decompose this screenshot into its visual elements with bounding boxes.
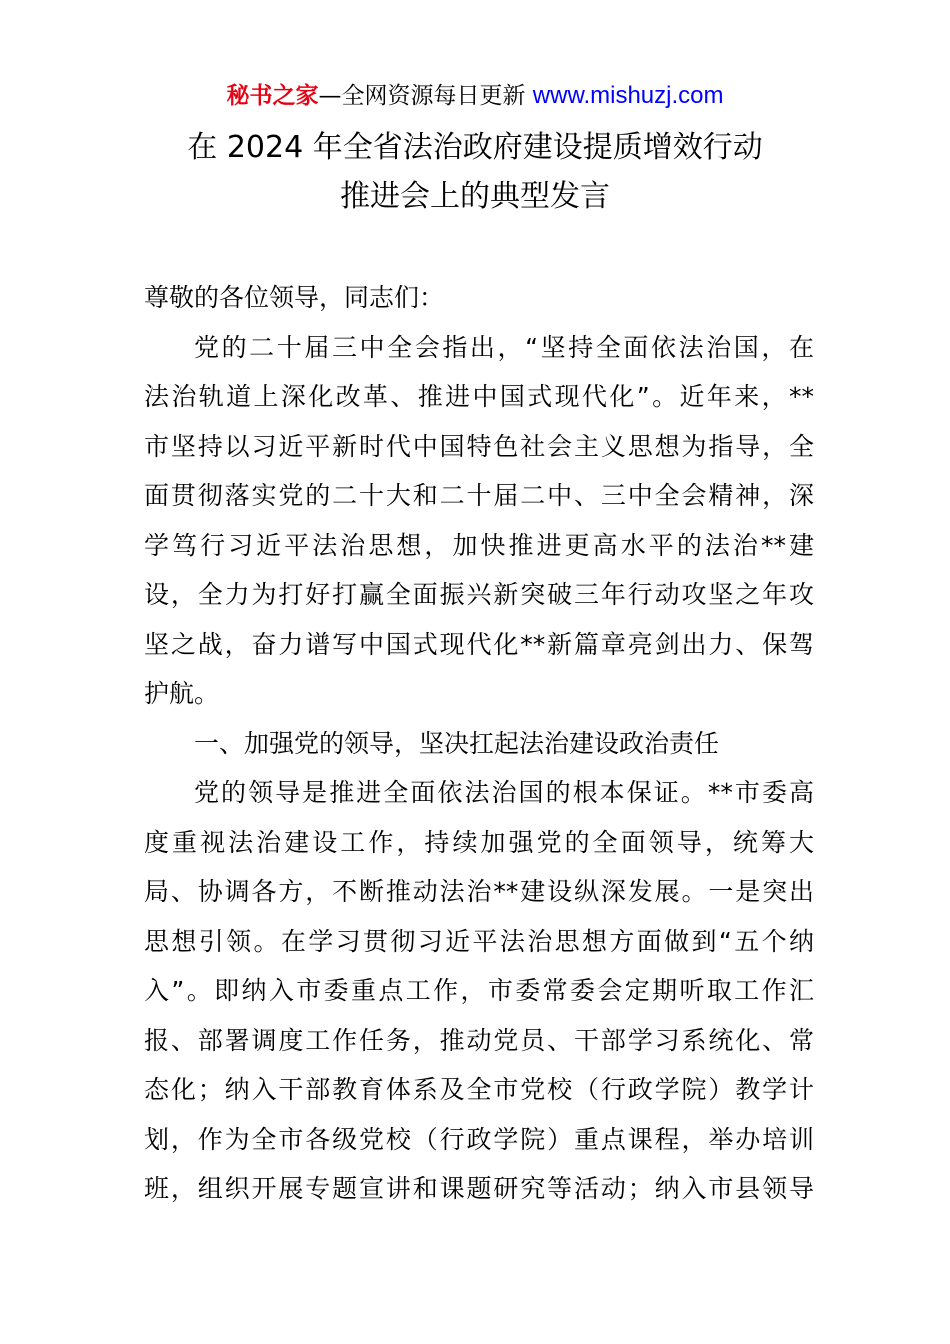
site-tagline: —全网资源每日更新 xyxy=(318,83,533,109)
paragraph-line: 党的二十届三中全会指出，“坚持全面依法治国，在 xyxy=(194,332,814,362)
paragraph-line: 局、协调各方，不断推动法治**建设纵深发展。一是突出 xyxy=(144,877,814,906)
paragraph-line: 党的领导是推进全面依法治国的根本保证。**市委高 xyxy=(194,778,814,807)
paragraph-line: 学笃行习近平法治思想，加快推进更高水平的法治**建 xyxy=(144,530,814,560)
site-brand: 秘书之家 xyxy=(226,83,319,109)
site-header xyxy=(0,80,950,112)
document-body xyxy=(144,278,814,1219)
paragraph-line: 入”。即纳入市委重点工作，市委常委会定期听取工作汇 xyxy=(144,976,814,1005)
paragraph-line: 报、部署调度工作任务，推动党员、干部学习系统化、常 xyxy=(144,1025,814,1055)
paragraph-line: 面贯彻落实党的二十大和二十届二中、三中全会精神，深 xyxy=(144,481,814,510)
paragraph-line: 护航。 xyxy=(144,679,220,708)
paragraph-line: 思想引领。在学习贯彻习近平法治思想方面做到“五个纳 xyxy=(144,926,814,956)
paragraph-line: 度重视法治建设工作，持续加强党的全面领导，统筹大 xyxy=(144,827,814,857)
paragraph-line: 市坚持以习近平新时代中国特色社会主义思想为指导，全 xyxy=(144,431,814,461)
paragraph-line: 班，组织开展专题宣讲和课题研究等活动；纳入市县领导 xyxy=(144,1174,814,1203)
paragraph-line: 坚之战，奋力谱写中国式现代化**新篇章亮剑出力、保驾 xyxy=(144,629,814,659)
paragraph-line: 法治轨道上深化改革、推进中国式现代化”。近年来，** xyxy=(144,382,814,411)
paragraph-line: 态化；纳入干部教育体系及全市党校（行政学院）教学计 xyxy=(144,1075,814,1104)
paragraph-line: 设，全力为打好打赢全面振兴新突破三年行动攻坚之年攻 xyxy=(144,580,814,609)
document-title-line-2: 推进会上的典型发言 xyxy=(340,179,610,214)
site-url[interactable]: www.mishuzj.com xyxy=(532,82,724,109)
paragraph-line: 划，作为全市各级党校（行政学院）重点课程，举办培训 xyxy=(144,1124,814,1154)
document-title-line-1: 在 2024 年全省法治政府建设提质增效行动 xyxy=(187,130,763,165)
section-heading: 一、加强党的领导，坚决扛起法治建设政治责任 xyxy=(194,728,720,758)
salutation: 尊敬的各位领导，同志们： xyxy=(144,283,445,312)
